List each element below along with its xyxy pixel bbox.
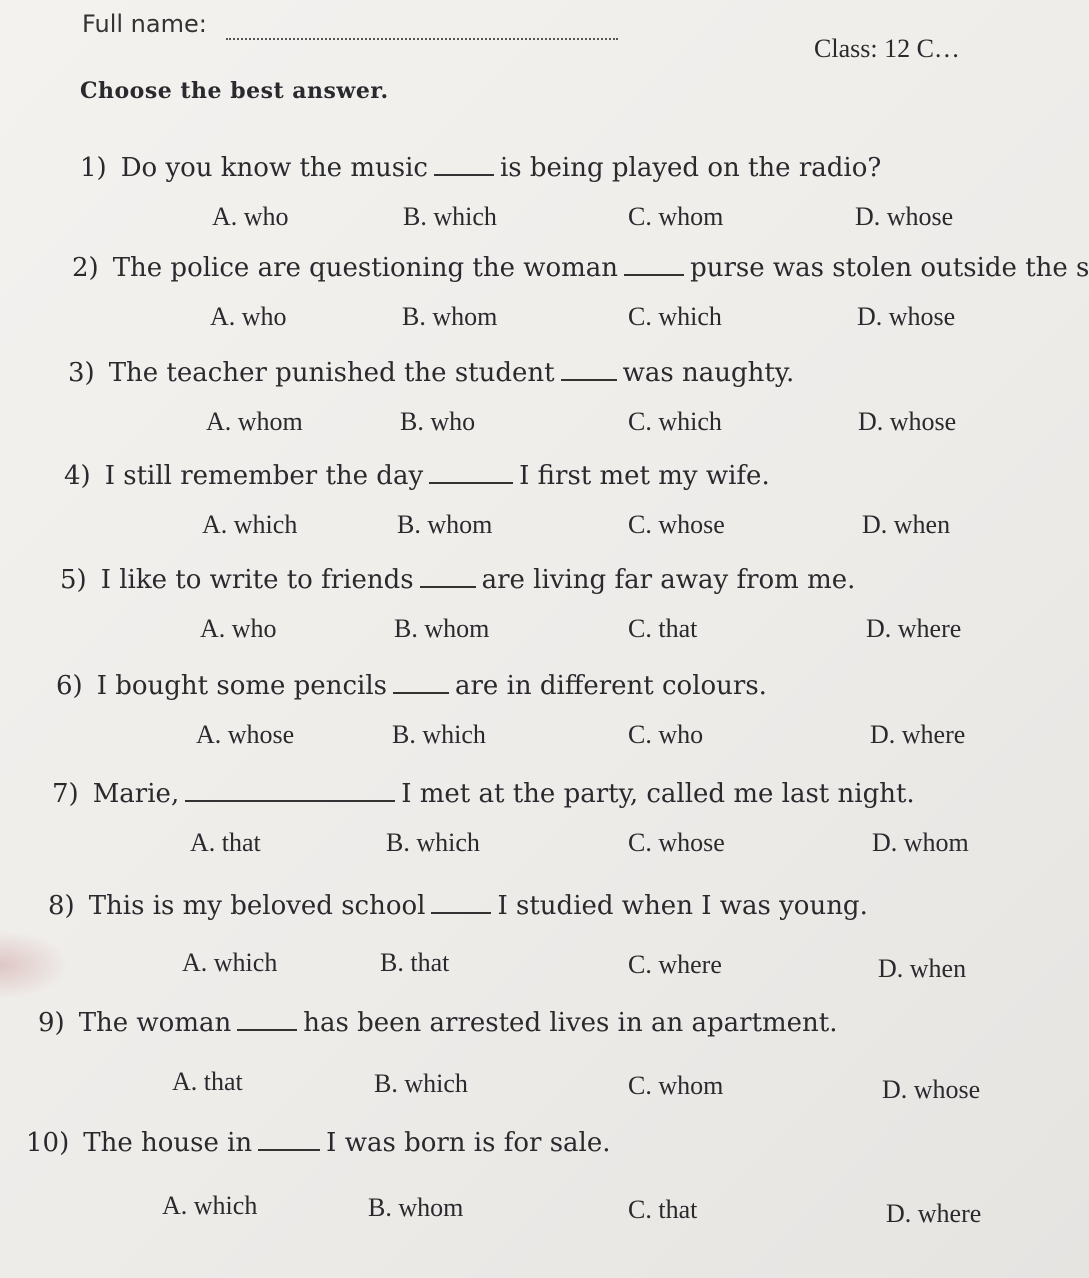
- full-name-label: Full name:: [82, 10, 207, 38]
- question-text: [68, 355, 794, 388]
- question-text: [56, 668, 767, 701]
- question-number: 1): [80, 153, 107, 183]
- question-text: [26, 1125, 611, 1158]
- option-a[interactable]: A. that: [172, 1067, 243, 1096]
- option-b[interactable]: B. who: [400, 407, 476, 436]
- question-stem-after: was naughty.: [622, 358, 795, 388]
- question-text: [64, 458, 770, 491]
- option-d[interactable]: D. whose: [858, 407, 957, 436]
- options-row: [38, 1057, 981, 1104]
- option-d[interactable]: D. where: [886, 1199, 982, 1228]
- question-stem-before: The house in: [83, 1128, 253, 1158]
- option-a[interactable]: A. which: [202, 510, 298, 539]
- option-c[interactable]: C. that: [628, 1195, 698, 1224]
- question-text: [80, 150, 881, 183]
- options-row: [72, 302, 972, 342]
- question-number: 6): [56, 671, 83, 701]
- question-stem-before: I like to write to friends: [100, 565, 414, 595]
- question-stem-after: is being played on the radio?: [499, 153, 882, 183]
- option-c[interactable]: C. whose: [628, 828, 725, 857]
- question-number: 9): [38, 1008, 65, 1038]
- option-c[interactable]: C. that: [628, 614, 698, 643]
- answer-blank[interactable]: [624, 250, 684, 276]
- question-stem-after: purse was stolen outside the s: [690, 253, 1089, 283]
- question-text: [38, 1005, 838, 1038]
- answer-blank[interactable]: [420, 562, 476, 588]
- question-stem-before: The teacher punished the student: [108, 358, 555, 388]
- question-stem-before: I still remember the day: [104, 461, 424, 491]
- answer-blank[interactable]: [393, 668, 449, 694]
- option-b[interactable]: B. whom: [397, 510, 493, 539]
- option-b[interactable]: B. which: [374, 1069, 468, 1098]
- option-d[interactable]: D. when: [878, 954, 967, 983]
- options-row: [64, 510, 964, 550]
- option-c[interactable]: C. whom: [628, 1071, 724, 1100]
- option-c[interactable]: C. which: [628, 407, 722, 436]
- option-d[interactable]: D. whose: [882, 1075, 981, 1104]
- question-stem-after: I met at the party, called me last night.: [401, 779, 915, 809]
- option-c[interactable]: C. whom: [628, 202, 724, 231]
- option-a[interactable]: A. which: [182, 948, 278, 977]
- option-a[interactable]: A. who: [200, 614, 277, 643]
- option-d[interactable]: D. whose: [857, 302, 956, 331]
- option-a[interactable]: A. whom: [206, 407, 303, 436]
- options-row: [52, 828, 969, 868]
- question-number: 10): [26, 1128, 70, 1158]
- options-row: [80, 202, 980, 242]
- question-stem-after: are living far away from me.: [481, 565, 856, 595]
- option-c[interactable]: C. where: [628, 950, 722, 979]
- question-stem-before: The police are questioning the woman: [112, 253, 619, 283]
- option-d[interactable]: D. whom: [872, 828, 969, 857]
- class-label: Class: 12 C…: [814, 34, 960, 63]
- option-b[interactable]: B. whom: [402, 302, 498, 331]
- option-d[interactable]: D. where: [866, 614, 962, 643]
- answer-blank[interactable]: [258, 1125, 320, 1151]
- option-c[interactable]: C. which: [628, 302, 722, 331]
- question-text: [52, 776, 915, 809]
- question-stem-before: The woman: [78, 1008, 232, 1038]
- options-row: [26, 1177, 982, 1228]
- option-a[interactable]: A. who: [210, 302, 287, 331]
- question-stem-before: I bought some pencils: [96, 671, 387, 701]
- option-d[interactable]: D. whose: [855, 202, 954, 231]
- answer-blank[interactable]: [434, 150, 494, 176]
- option-b[interactable]: B. which: [386, 828, 480, 857]
- question-stem-after: are in different colours.: [454, 671, 767, 701]
- option-c[interactable]: C. whose: [628, 510, 725, 539]
- option-a[interactable]: A. that: [190, 828, 261, 857]
- answer-blank[interactable]: [561, 355, 617, 381]
- option-a[interactable]: A. which: [162, 1191, 258, 1220]
- option-c[interactable]: C. who: [628, 720, 704, 749]
- answer-blank[interactable]: [429, 458, 513, 484]
- question-stem-after: I first met my wife.: [519, 461, 770, 491]
- option-a[interactable]: A. whose: [196, 720, 295, 749]
- question-number: 5): [60, 565, 87, 595]
- question-text: [48, 888, 868, 921]
- option-d[interactable]: D. when: [862, 510, 951, 539]
- option-b[interactable]: B. that: [380, 948, 450, 977]
- option-b[interactable]: B. whom: [394, 614, 490, 643]
- answer-blank[interactable]: [431, 888, 491, 914]
- full-name-field[interactable]: [226, 38, 618, 40]
- answer-blank[interactable]: [237, 1005, 297, 1031]
- option-b[interactable]: B. which: [403, 202, 497, 231]
- question-text: [60, 562, 855, 595]
- instruction-heading: Choose the best answer.: [80, 78, 389, 104]
- question-number: 3): [68, 358, 95, 388]
- question-stem-before: Do you know the music: [120, 153, 428, 183]
- question-stem-after: has been arrested lives in an apartment.: [303, 1008, 838, 1038]
- answer-blank[interactable]: [185, 776, 395, 802]
- option-d[interactable]: D. where: [870, 720, 966, 749]
- options-row: [48, 940, 967, 983]
- question-number: 4): [64, 461, 91, 491]
- question-number: 2): [72, 253, 99, 283]
- question-stem-before: Marie,: [92, 779, 180, 809]
- option-b[interactable]: B. whom: [368, 1193, 464, 1222]
- option-a[interactable]: A. who: [212, 202, 289, 231]
- question-number: 7): [52, 779, 79, 809]
- question-text: [72, 250, 1089, 283]
- question-stem-before: This is my beloved school: [88, 891, 426, 921]
- question-stem-after: I was born is for sale.: [326, 1128, 611, 1158]
- options-row: [60, 614, 960, 654]
- options-row: [56, 720, 966, 760]
- option-b[interactable]: B. which: [392, 720, 486, 749]
- question-stem-after: I studied when I was young.: [497, 891, 868, 921]
- options-row: [68, 407, 968, 447]
- question-number: 8): [48, 891, 75, 921]
